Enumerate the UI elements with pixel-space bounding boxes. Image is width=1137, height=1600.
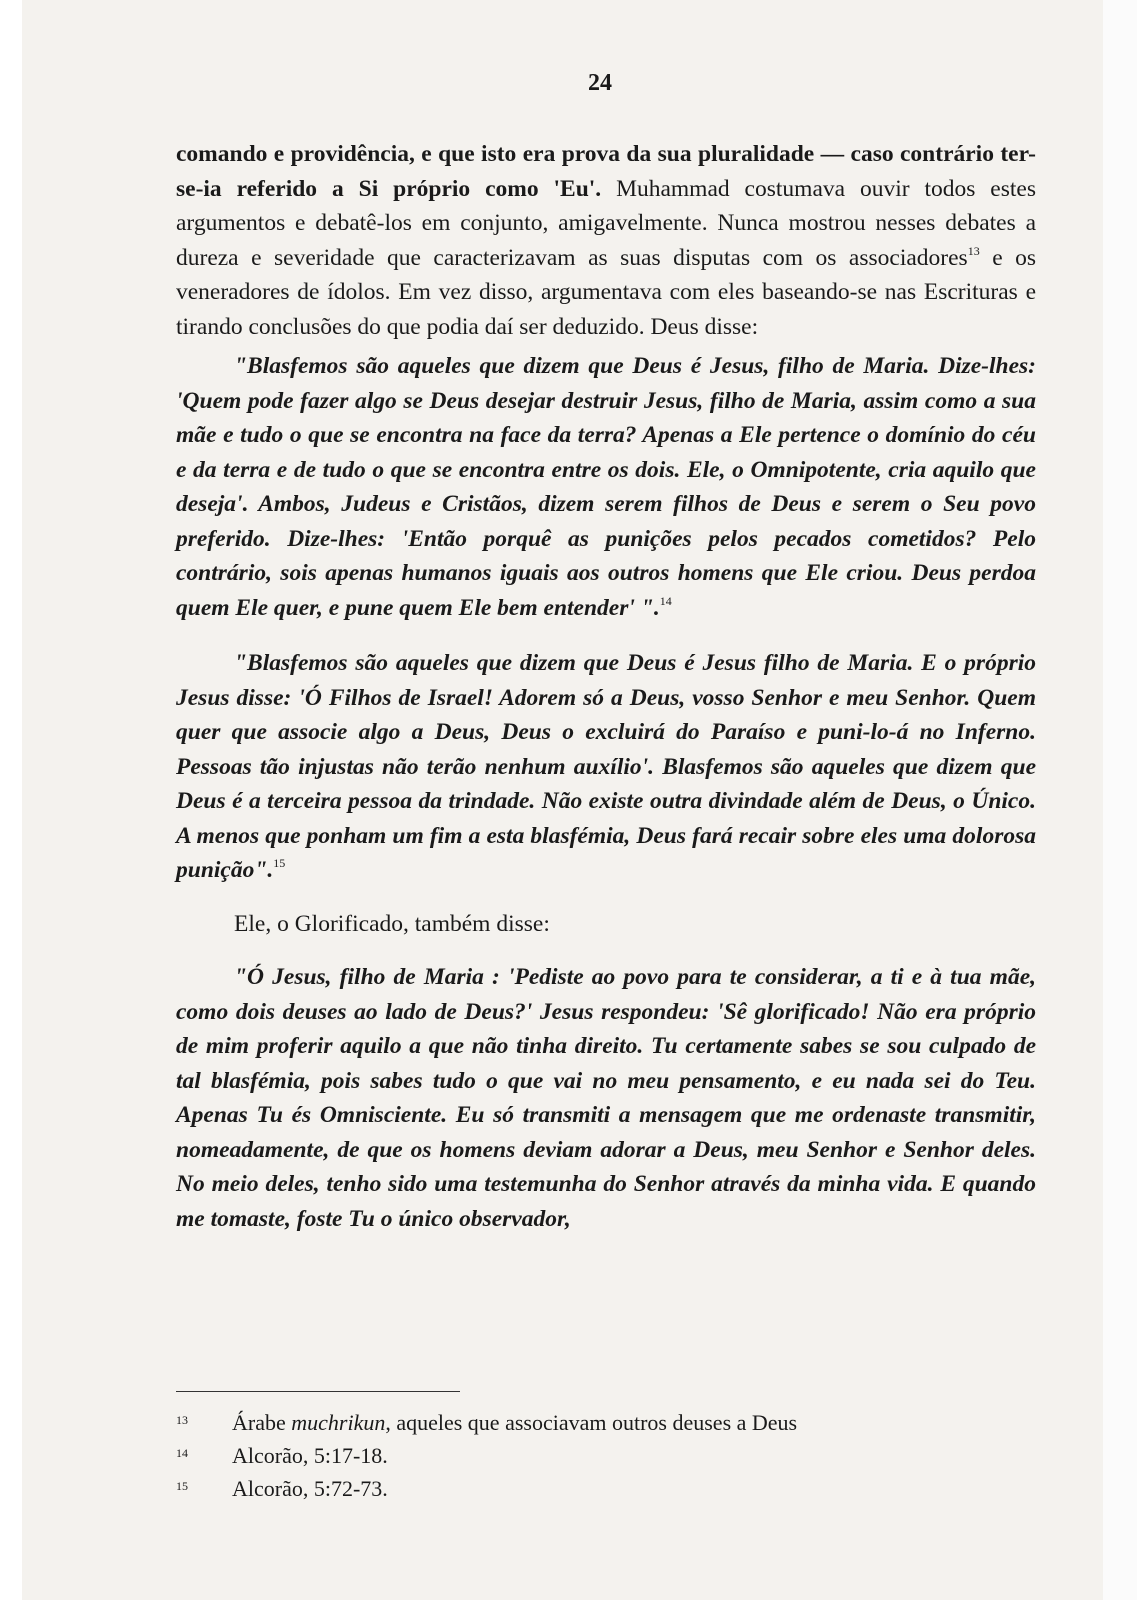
quote-2 xyxy=(176,646,1036,888)
footnote-divider xyxy=(176,1391,460,1392)
paragraph-1-text-end: e os veneradores de ídolos. Em vez disso, argumentava com eles baseando-se nas Escrituras e tirando conclusões do que podia daí ser deduzido. Deus disse: xyxy=(176,244,1037,340)
paragraph-2: Ele, o Glorificado, também disse: xyxy=(234,910,550,937)
footnote-13 xyxy=(176,1406,1036,1439)
footnote-mark: 14 xyxy=(176,1446,188,1460)
quote-3: "Ó Jesus, filho de Maria : 'Pediste ao povo para te considerar, a ti e à tua mãe, como dois deuses ao lado de Deus?' Jesus respondeu: 'Sê glorificado! Não era próprio de mim proferir aquilo a que não tinha direito. Tu certamente sabes se sou culpado de tal blasfémia, pois sabes tudo o que vai no meu pensamento, e eu nada sei do Teu. Apenas Tu és Omnisciente. Eu só transmiti a mensagem que me ordenaste transmitir, nomeadamente, de que os homens deviam adorar a Deus, meu Senhor e Senhor deles. No meio deles, tenho sido uma testemunha do Senhor através da minha vida. E quando me tomaste, foste Tu o único observador, xyxy=(176,964,1036,1232)
footnote-ref-13: 13 xyxy=(967,243,980,258)
footnote-15 xyxy=(176,1472,1036,1505)
footnote-text: Alcorão, 5:17-18. xyxy=(232,1443,388,1468)
footnote-term: muchrikun xyxy=(291,1410,386,1435)
footnote-ref-15: 15 xyxy=(273,856,286,870)
page-number: 24 xyxy=(588,70,612,96)
footnotes xyxy=(176,1406,1036,1505)
paragraph-1-bold-start: comando e providência, e que isto era prova da sua pluralidade — caso contrário ter-se-ia referido a Si próprio como 'Eu'. xyxy=(176,141,1036,202)
footnote-text: Alcorão, 5:72-73. xyxy=(232,1476,388,1501)
footnote-mark: 13 xyxy=(176,1413,188,1427)
footnote-14 xyxy=(176,1439,1036,1472)
quote-2-text: "Blasfemos são aqueles que dizem que Deus é Jesus filho de Maria. E o próprio Jesus disse: 'Ó Filhos de Israel! Adorem só a Deus, vosso Senhor e meu Senhor. Quem quer que associe algo a Deus, Deus o excluirá do Paraíso e puni-lo-á no Inferno. Pessoas tão injustas não terão nenhum auxílio'. Blasfemos são aqueles que dizem que Deus é a terceira pessoa da trindade. Não existe outra divindade além de Deus, o Único. A menos que ponham um fim a esta blasfémia, Deus fará recair sobre eles uma dolorosa punição". xyxy=(176,650,1036,883)
quote-1-text: "Blasfemos são aqueles que dizem que Deus é Jesus, filho de Maria. Dize-lhes: 'Quem pode fazer algo se Deus desejar destruir Jesus, filho de Maria, assim como a sua mãe e tudo o que se encontra na face da terra? Apenas a Ele pertence o domínio do céu e da terra e de tudo o que se encontra entre os dois. Ele, o Omnipotente, cria aquilo que deseja'. Ambos, Judeus e Cristãos, dizem serem filhos de Deus e serem o Seu povo preferido. Dize-lhes: 'Então porquê as punições pelos pecados cometidos? Pelo contrário, sois apenas humanos iguais aos outros homens que Ele criou. Deus perdoa quem Ele quer, e pune quem Ele bem entender' ". xyxy=(176,353,1036,621)
paragraph-1-text: Muhammad costumava ouvir todos estes argumentos e debatê-los em conjunto, amigavelmente. Nunca mostrou nesses debates a dureza e severidade que caracterizavam as suas disputas com os associadores xyxy=(176,175,1036,271)
footnote-mark: 15 xyxy=(176,1479,188,1493)
page-right-margin xyxy=(1103,0,1137,1600)
footnote-text: Árabe xyxy=(232,1410,292,1435)
footnote-ref-14: 14 xyxy=(659,593,672,608)
quote-1 xyxy=(176,349,1036,625)
footnote-text: , aqueles que associavam outros deuses a Deus xyxy=(385,1410,798,1435)
page-left-margin xyxy=(0,0,22,1600)
paragraph-1 xyxy=(176,137,1036,344)
body-text xyxy=(176,137,1036,1236)
